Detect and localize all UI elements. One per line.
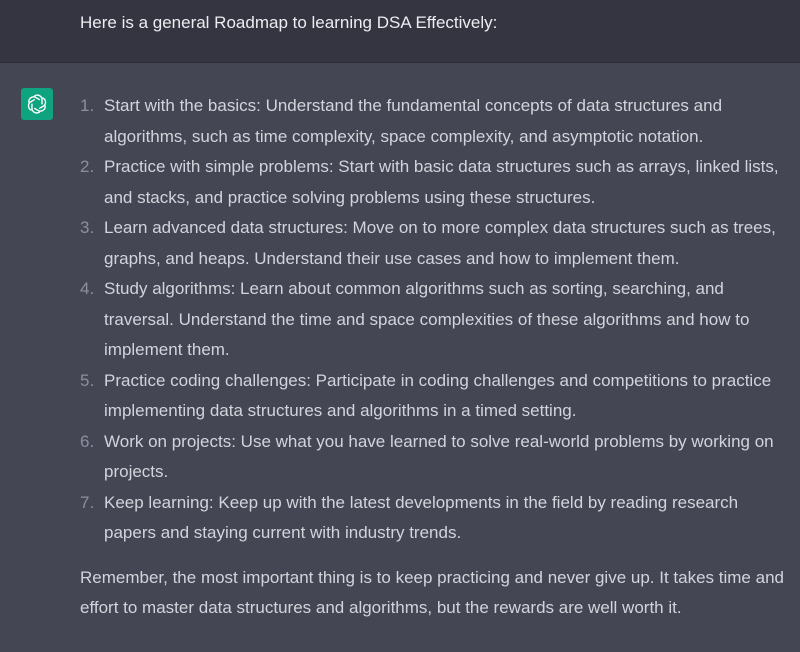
list-item — [80, 152, 792, 213]
list-item-text: Study algorithms: Learn about common algorithms such as sorting, searching, and traversal. Understand the time and space complexities of these algorithms and how to implement them. — [104, 279, 750, 359]
list-item-text: Start with the basics: Understand the fundamental concepts of data structures and algorithms, such as time complexity, space complexity, and asymptotic notation. — [104, 96, 723, 146]
list-item-text: Practice with simple problems: Start with basic data structures such as arrays, linked lists, and stacks, and practice solving problems using these structures. — [104, 157, 779, 207]
list-item — [80, 213, 792, 274]
assistant-message-row — [0, 63, 800, 652]
openai-logo-icon — [26, 93, 48, 115]
user-message-row — [0, 0, 800, 63]
list-item-number: 5. — [80, 370, 95, 390]
list-item-number: 7. — [80, 492, 95, 512]
user-message-text: Here is a general Roadmap to learning DSA Effectively: — [80, 13, 498, 32]
list-item — [80, 488, 792, 549]
list-item-text: Learn advanced data structures: Move on to more complex data structures such as trees, graphs, and heaps. Understand their use cases and how to implement them. — [104, 218, 776, 268]
list-item-text: Keep learning: Keep up with the latest developments in the field by reading research papers and staying current with industry trends. — [104, 492, 739, 542]
list-item — [80, 427, 792, 488]
list-item-text: Practice coding challenges: Participate in coding challenges and competitions to practice implementing data structures and algorithms in a timed setting. — [104, 370, 772, 420]
assistant-response — [80, 91, 792, 624]
list-item — [80, 274, 792, 366]
list-item-number: 3. — [80, 218, 95, 237]
list-item-number: 2. — [80, 157, 95, 176]
roadmap-list — [80, 91, 792, 549]
assistant-avatar — [21, 88, 53, 120]
list-item-number: 1. — [80, 96, 95, 115]
list-item-number: 4. — [80, 279, 95, 298]
list-item — [80, 91, 792, 152]
list-item-number: 6. — [80, 431, 95, 451]
closing-paragraph: Remember, the most important thing is to keep practicing and never give up. It takes time and effort to master data structures and algorithms, but the rewards are well worth it. — [80, 567, 784, 617]
list-item — [80, 366, 792, 427]
list-item-text: Work on projects: Use what you have learned to solve real-world problems by working on projects. — [104, 431, 774, 481]
